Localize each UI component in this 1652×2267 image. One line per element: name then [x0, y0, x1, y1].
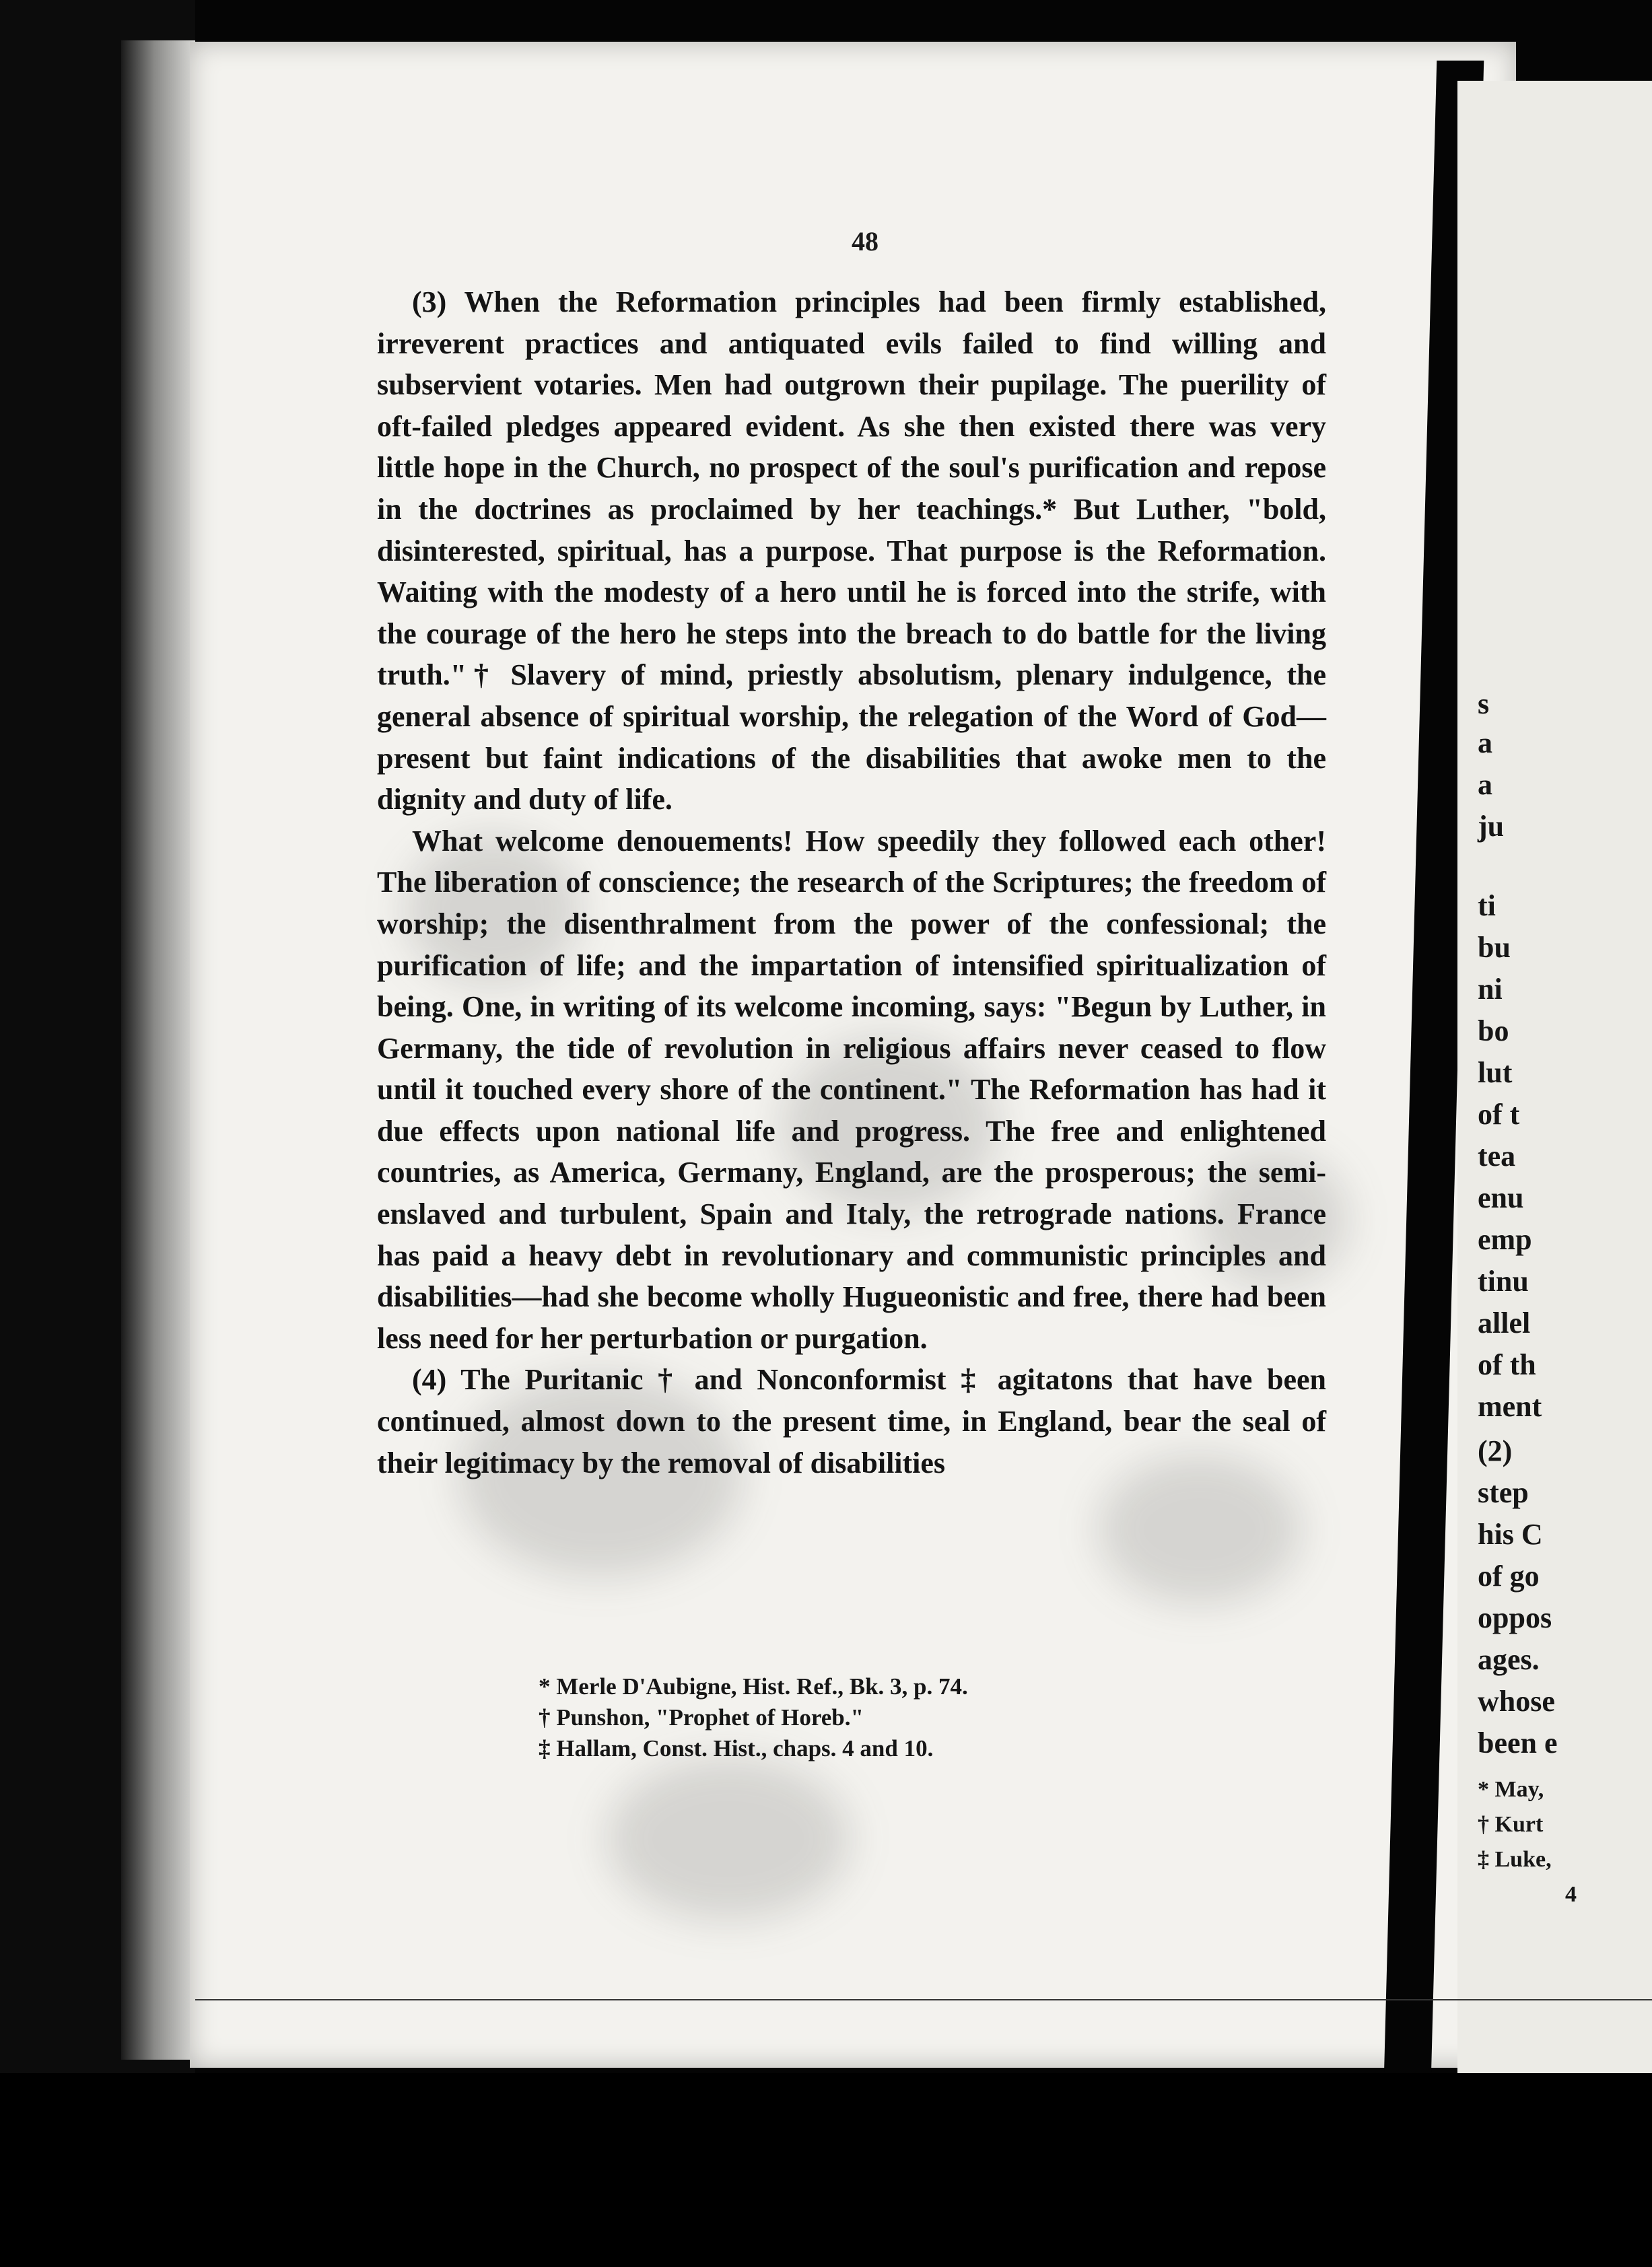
facing-text-fragment: step [1478, 1476, 1529, 1509]
facing-text-fragment: (2) [1478, 1434, 1513, 1467]
facing-text-fragment: bu [1478, 931, 1511, 964]
facing-text-fragment: ni [1478, 973, 1503, 1006]
facing-text-fragment: of t [1478, 1098, 1520, 1131]
facing-text-fragment: s [1478, 687, 1490, 720]
facing-footnote-fragment: ‡ Luke, [1478, 1847, 1552, 1872]
facing-text-fragment: tea [1478, 1140, 1516, 1173]
facing-text-fragment: his C [1478, 1518, 1543, 1551]
facing-text-fragment: allel [1478, 1306, 1531, 1339]
paragraph: What welcome denouements! How speedily they followed each other! The liberation of conscience; the research of the Scriptures; the freedom of worship; the disenthralment from the power of the confessional; the purification of life; and the impartation of intensified spiritualization of being. One, in writing of its welcome incoming, says: "Begun by Luther, in Germany, the tide of revolution in religious affairs never ceased to flow until it touched every shore of the continent." The Reformation has had it due effects upon national life and progress. The free and enlightened countries, as America, Germany, England, are the prosperous; the semi-enslaved and turbulent, Spain and Italy, the retrograde nations. France has paid a heavy debt in revolutionary and communistic principles and disabilities—had she become wholly Hugueonistic and free, there had been less need for her perturbation or purgation. [377, 824, 1326, 1355]
footnotes [539, 1671, 1212, 1764]
facing-text-fragment: a [1478, 768, 1492, 801]
facing-text-fragment: tinu [1478, 1265, 1529, 1298]
facing-footnote-fragment: * May, [1478, 1777, 1544, 1802]
facing-page-fragment [1457, 81, 1652, 2100]
facing-text-fragment: ages. [1478, 1643, 1540, 1676]
facing-text-fragment: whose [1478, 1685, 1555, 1718]
facing-text-fragment: lut [1478, 1056, 1513, 1089]
facing-text-fragment: a [1478, 726, 1492, 759]
footnote: † Punshon, "Prophet of Horeb." [539, 1704, 864, 1731]
facing-text-fragment: been e [1478, 1727, 1558, 1759]
facing-text-fragment: emp [1478, 1223, 1532, 1256]
paragraph: (3) When the Reformation principles had been firmly established, irreverent practices and antiquated evils failed to find willing and subservient votaries. Men had outgrown their pupilage. The puerility of oft-failed pledges appeared evident. As she then existed there was very little hope in the Church, no prospect of the soul's purification and repose in the doctrines as proclaimed by her teachings.* But Luther, "bold, disinterested, spiritual, has a purpose. That purpose is the Reformation. Waiting with the modesty of a hero until he is forced into the strife, with the courage of the hero he steps into the breach to do battle for the living truth."† Slavery of mind, priestly absolutism, plenary indulgence, the general absence of spiritual worship, the relegation of the Word of God—present but faint indications of the disabilities that awoke men to the dignity and duty of life. [377, 285, 1326, 816]
footnote: ‡ Hallam, Const. Hist., chaps. 4 and 10. [539, 1735, 934, 1762]
page-edge-left [121, 40, 195, 2060]
facing-footnote-fragment: † Kurt [1478, 1812, 1544, 1837]
facing-text-fragment: of go [1478, 1560, 1540, 1593]
facing-text-fragment: enu [1478, 1181, 1524, 1214]
facing-text-fragment: ment [1478, 1390, 1542, 1423]
paragraph: (4) The Puritanic † and Nonconformist ‡ agitatons that have been continued, almost down to the present time, in England, bear the seal of their legitimacy by the removal of disabilities [377, 1363, 1326, 1479]
body-text [377, 281, 1326, 1484]
facing-text-fragment: oppos [1478, 1601, 1552, 1634]
facing-text-fragment: ju [1478, 810, 1505, 843]
facing-text-fragment: bo [1478, 1014, 1509, 1047]
facing-text-fragment: of th [1478, 1348, 1536, 1381]
facing-text-fragment: ti [1478, 889, 1496, 922]
facing-footnote-fragment: 4 [1565, 1882, 1577, 1907]
footnote: * Merle D'Aubigne, Hist. Ref., Bk. 3, p. 74. [539, 1673, 968, 1700]
scan-rule-line [195, 1999, 1652, 2000]
film-margin-bottom [0, 2073, 1652, 2267]
page-number: 48 [852, 226, 879, 256]
